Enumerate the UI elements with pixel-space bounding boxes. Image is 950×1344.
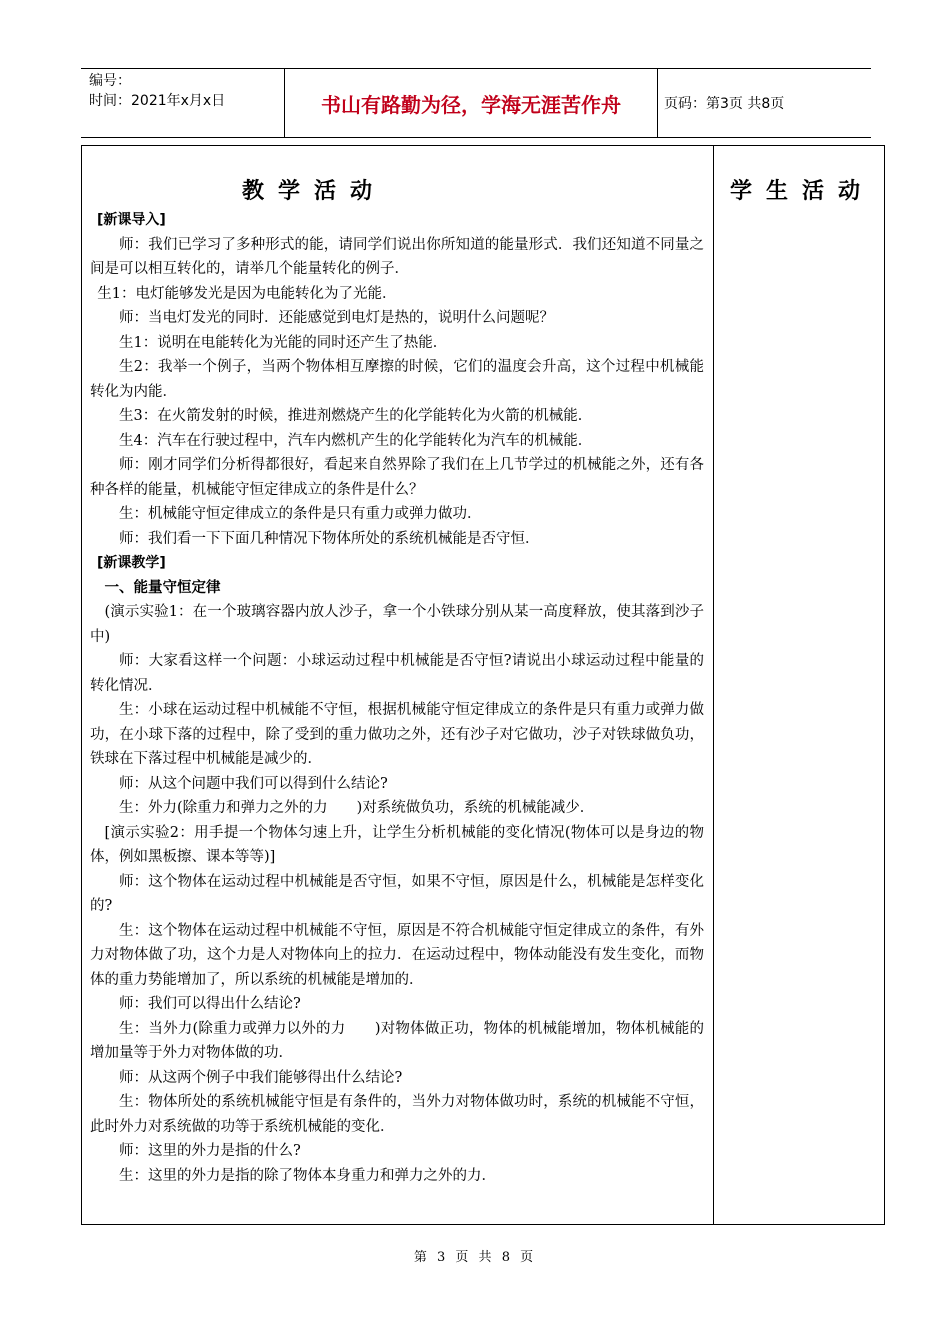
paragraph: 师：从这个问题中我们可以得到什么结论? xyxy=(119,775,388,792)
paragraph: 师：当电灯发光的同时．还能感觉到电灯是热的，说明什么问题呢？ xyxy=(119,310,554,326)
paragraph: 生4：汽车在行驶过程中，汽车内燃机产生的化学能转化为汽车的机械能． xyxy=(119,432,593,449)
paragraph: 师：大家看这样一个问题：小球运动过程中机械能是否守恒?请说出小球运动过程中能量的转化情况． xyxy=(90,653,704,694)
header-meta xyxy=(89,71,225,111)
paragraph: 生：外力(除重力和弹力之外的力 )对系统做负功，系统的机械能减少． xyxy=(119,800,595,816)
section-label-teaching: [新课教学] xyxy=(97,555,166,571)
column-divider xyxy=(713,146,714,1224)
paragraph: 生2：我举一个例子，当两个物体相互摩擦的时候，它们的温度会升高，这个过程中机械能转化为内能． xyxy=(90,359,704,400)
page-number-label: 页码：第3页 共8页 xyxy=(664,96,785,112)
paragraph: 师：我们看一下下面几种情况下物体所处的系统机械能是否守恒． xyxy=(119,530,540,547)
paragraph: 生1：说明在电能转化为光能的同时还产生了热能． xyxy=(119,334,448,351)
paragraph: 生3：在火箭发射的时候，推进剂燃烧产生的化学能转化为火箭的机械能． xyxy=(119,408,593,424)
paragraph: 生：这个物体在运动过程中机械能不守恒，原因是不符合机械能守恒定律成立的条件，有外力对物体做了功，这个力是人对物体向上的拉力．在运动过程中，物体动能没有发生变化，而物体的重力势能增加了，所以系统的机械能是增加的． xyxy=(90,922,704,988)
paragraph: 师：我们已学习了多种形式的能，请同学们说出你所知道的能量形式．我们还知道不同量之间是可以相互转化的，请举几个能量转化的例子． xyxy=(90,236,704,277)
paragraph: 生：小球在运动过程中机械能不守恒，根据机械能守恒定律成立的条件是只有重力或弹力做功，在小球下落的过程中，除了受到的重力做功之外，还有沙子对它做功，沙子对铁球做负功，铁球在下落过程中机械能是减少的． xyxy=(90,702,704,767)
paragraph: 师：这里的外力是指的什么? xyxy=(119,1143,301,1159)
student-activity-heading: 学生活动 xyxy=(730,179,875,204)
page-footer: 第 3 页 共 8 页 xyxy=(413,1250,537,1265)
paragraph: 生：物体所处的系统机械能守恒是有条件的，当外力对物体做功时，系统的机械能不守恒，此时外力对系统做的功等于系统机械能的变化． xyxy=(90,1094,704,1135)
lesson-table xyxy=(81,145,885,1225)
number-label: 编号： xyxy=(89,73,131,89)
paragraph: 师：从这两个例子中我们能够得出什么结论? xyxy=(119,1069,403,1086)
header-motto: 书山有路勤为径，学海无涯苦作舟 xyxy=(284,69,658,137)
paragraph: 生：这里的外力是指的除了物体本身重力和弹力之外的力． xyxy=(119,1167,496,1184)
paragraph: 师：这个物体在运动过程中机械能是否守恒，如果不守恒，原因是什么，机械能是怎样变化的? xyxy=(90,873,704,914)
teaching-content xyxy=(90,208,704,1188)
paragraph: 生：机械能守恒定律成立的条件是只有重力或弹力做功． xyxy=(119,506,482,522)
paragraph: 生：当外力(除重力或弹力以外的力 )对物体做正功，物体的机械能增加，物体机械能的增加量等于外力对物体做的功． xyxy=(90,1020,704,1061)
time-label: 时间：2021年x月x日 xyxy=(89,93,226,109)
subheading-energy-conservation: 一、能量守恒定律 xyxy=(104,579,221,596)
section-label-intro: [新课导入] xyxy=(97,212,166,228)
paragraph: 师：我们可以得出什么结论? xyxy=(119,996,301,1012)
paragraph: 师：刚才同学们分析得都很好，看起来自然界除了我们在上几节学过的机械能之外，还有各种各样的能量，机械能守恒定律成立的条件是什么？ xyxy=(90,457,704,498)
paragraph: [演示实验2：用手提一个物体匀速上升，让学生分析机械能的变化情况(物体可以是身边的物体，例如黑板擦、课本等等)] xyxy=(90,824,704,865)
paragraph: (演示实验1：在一个玻璃容器内放人沙子，拿一个小铁球分别从某一高度释放，使其落到沙子中) xyxy=(90,604,704,645)
page-header xyxy=(81,68,871,138)
teaching-activity-heading: 教学活动 xyxy=(242,179,387,204)
paragraph: 生1：电灯能够发光是因为电能转化为了光能． xyxy=(97,285,397,302)
